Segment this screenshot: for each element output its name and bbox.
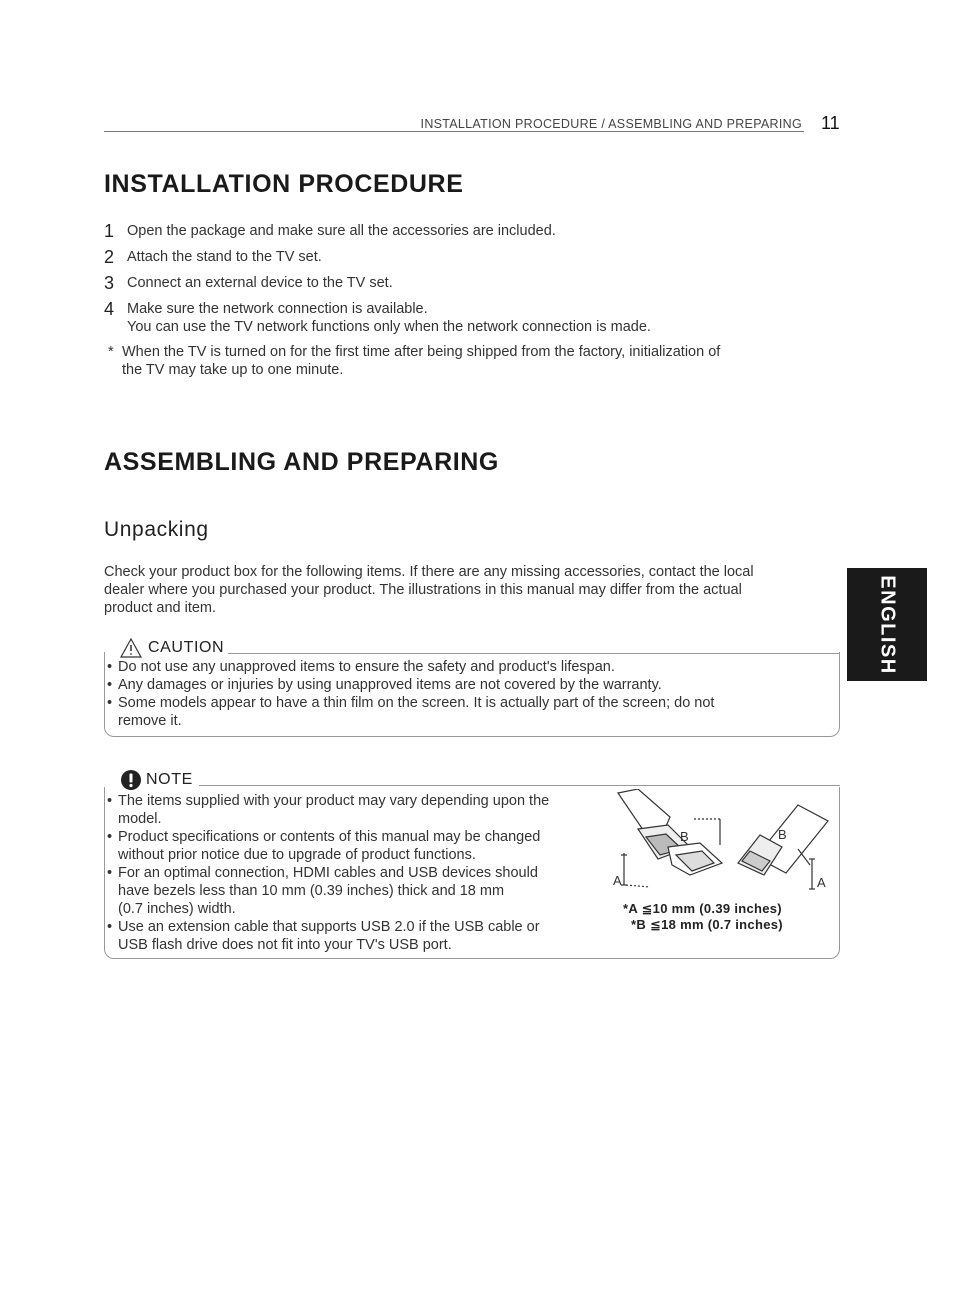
footnote-line: the TV may take up to one minute. (122, 362, 344, 378)
bullet-icon: • (107, 829, 113, 845)
dimension-label-b: B (778, 827, 787, 842)
step-number: 1 (104, 221, 115, 241)
spec-a: *A ≦10 mm (0.39 inches) (623, 901, 782, 916)
page-number: 11 (821, 113, 840, 133)
spec-b: *B ≦18 mm (0.7 inches) (631, 917, 783, 932)
bullet-icon: • (107, 793, 113, 809)
caution-line: Some models appear to have a thin film on the screen. It is actually part of the screen; do not (118, 695, 715, 711)
hdmi-cable-illustration (618, 789, 722, 887)
installation-steps (104, 222, 824, 343)
step-number: 2 (104, 247, 115, 267)
step-line: Attach the stand to the TV set. (127, 249, 322, 265)
caution-box (104, 652, 840, 737)
footnote-asterisk: * (108, 344, 114, 360)
note-line: Product specifications or contents of this manual may be changed (118, 829, 541, 845)
step-line: You can use the TV network functions only when the network connection is made. (127, 319, 651, 335)
caution-title: CAUTION (148, 639, 225, 656)
running-header-title: INSTALLATION PROCEDURE / ASSEMBLING AND PREPARING (420, 117, 802, 131)
step-number: 4 (104, 299, 115, 319)
step-text (127, 248, 322, 267)
intro-line: dealer where you purchased your product. The illustrations in this manual may differ from the actual (104, 582, 742, 598)
header-divider (104, 131, 804, 132)
note-item (107, 918, 607, 954)
step-line: Open the package and make sure all the accessories are included. (127, 223, 556, 239)
step-line: Make sure the network connection is available. (127, 301, 428, 317)
caution-item (107, 658, 827, 676)
note-box (104, 787, 840, 959)
language-tab-label: ENGLISH (876, 574, 899, 675)
intro-line: product and item. (104, 600, 217, 616)
intro-line: Check your product box for the following items. If there are any missing accessories, contact the local (104, 564, 754, 580)
bullet-icon: • (107, 659, 113, 675)
note-line: without prior notice due to upgrade of product functions. (118, 847, 476, 863)
bullet-icon: • (107, 919, 113, 935)
note-item (107, 792, 607, 828)
bullet-icon: • (107, 865, 113, 881)
section-title-installation: INSTALLATION PROCEDURE (104, 170, 464, 198)
dimension-label-b: B (680, 829, 689, 844)
note-line: For an optimal connection, HDMI cables and USB devices should (118, 865, 538, 881)
step-text (127, 300, 651, 336)
step-number: 3 (104, 273, 115, 293)
note-title: NOTE (146, 771, 193, 788)
language-side-tab (847, 568, 927, 681)
note-item (107, 828, 607, 864)
dimension-specs (623, 901, 833, 933)
note-line: USB flash drive does not fit into your TV's USB port. (118, 937, 452, 953)
installation-footnote (108, 343, 808, 379)
connector-dimension-illustration (610, 789, 835, 904)
unpacking-intro (104, 563, 834, 617)
caution-line: Any damages or injuries by using unapproved items are not covered by the warranty. (118, 677, 662, 693)
caution-item (107, 694, 827, 730)
step-text (127, 222, 556, 241)
step-item (104, 274, 824, 293)
note-list (107, 792, 607, 954)
note-item (107, 864, 607, 918)
note-line: model. (118, 811, 162, 827)
step-item (104, 222, 824, 241)
footnote-line: When the TV is turned on for the first time after being shipped from the factory, initialization of (122, 344, 721, 360)
dimension-label-a: A (817, 875, 826, 890)
caution-list (107, 658, 827, 730)
note-title-rule (199, 785, 840, 786)
note-line: Use an extension cable that supports USB 2.0 if the USB cable or (118, 919, 540, 935)
bullet-icon: • (107, 677, 113, 693)
note-line: have bezels less than 10 mm (0.39 inches) thick and 18 mm (118, 883, 505, 899)
step-line: Connect an external device to the TV set. (127, 275, 393, 291)
caution-line: Do not use any unapproved items to ensure the safety and product's lifespan. (118, 659, 615, 675)
usb-drive-illustration (738, 805, 828, 889)
caution-item (107, 676, 827, 694)
step-item (104, 248, 824, 267)
section-title-assembling: ASSEMBLING AND PREPARING (104, 448, 499, 476)
step-text (127, 274, 393, 293)
subsection-title-unpacking: Unpacking (104, 518, 209, 541)
caution-line: remove it. (118, 713, 182, 729)
note-line: (0.7 inches) width. (118, 901, 236, 917)
step-item (104, 300, 824, 336)
bullet-icon: • (107, 695, 113, 711)
note-line: The items supplied with your product may vary depending upon the (118, 793, 550, 809)
dimension-label-a: A (613, 873, 622, 888)
